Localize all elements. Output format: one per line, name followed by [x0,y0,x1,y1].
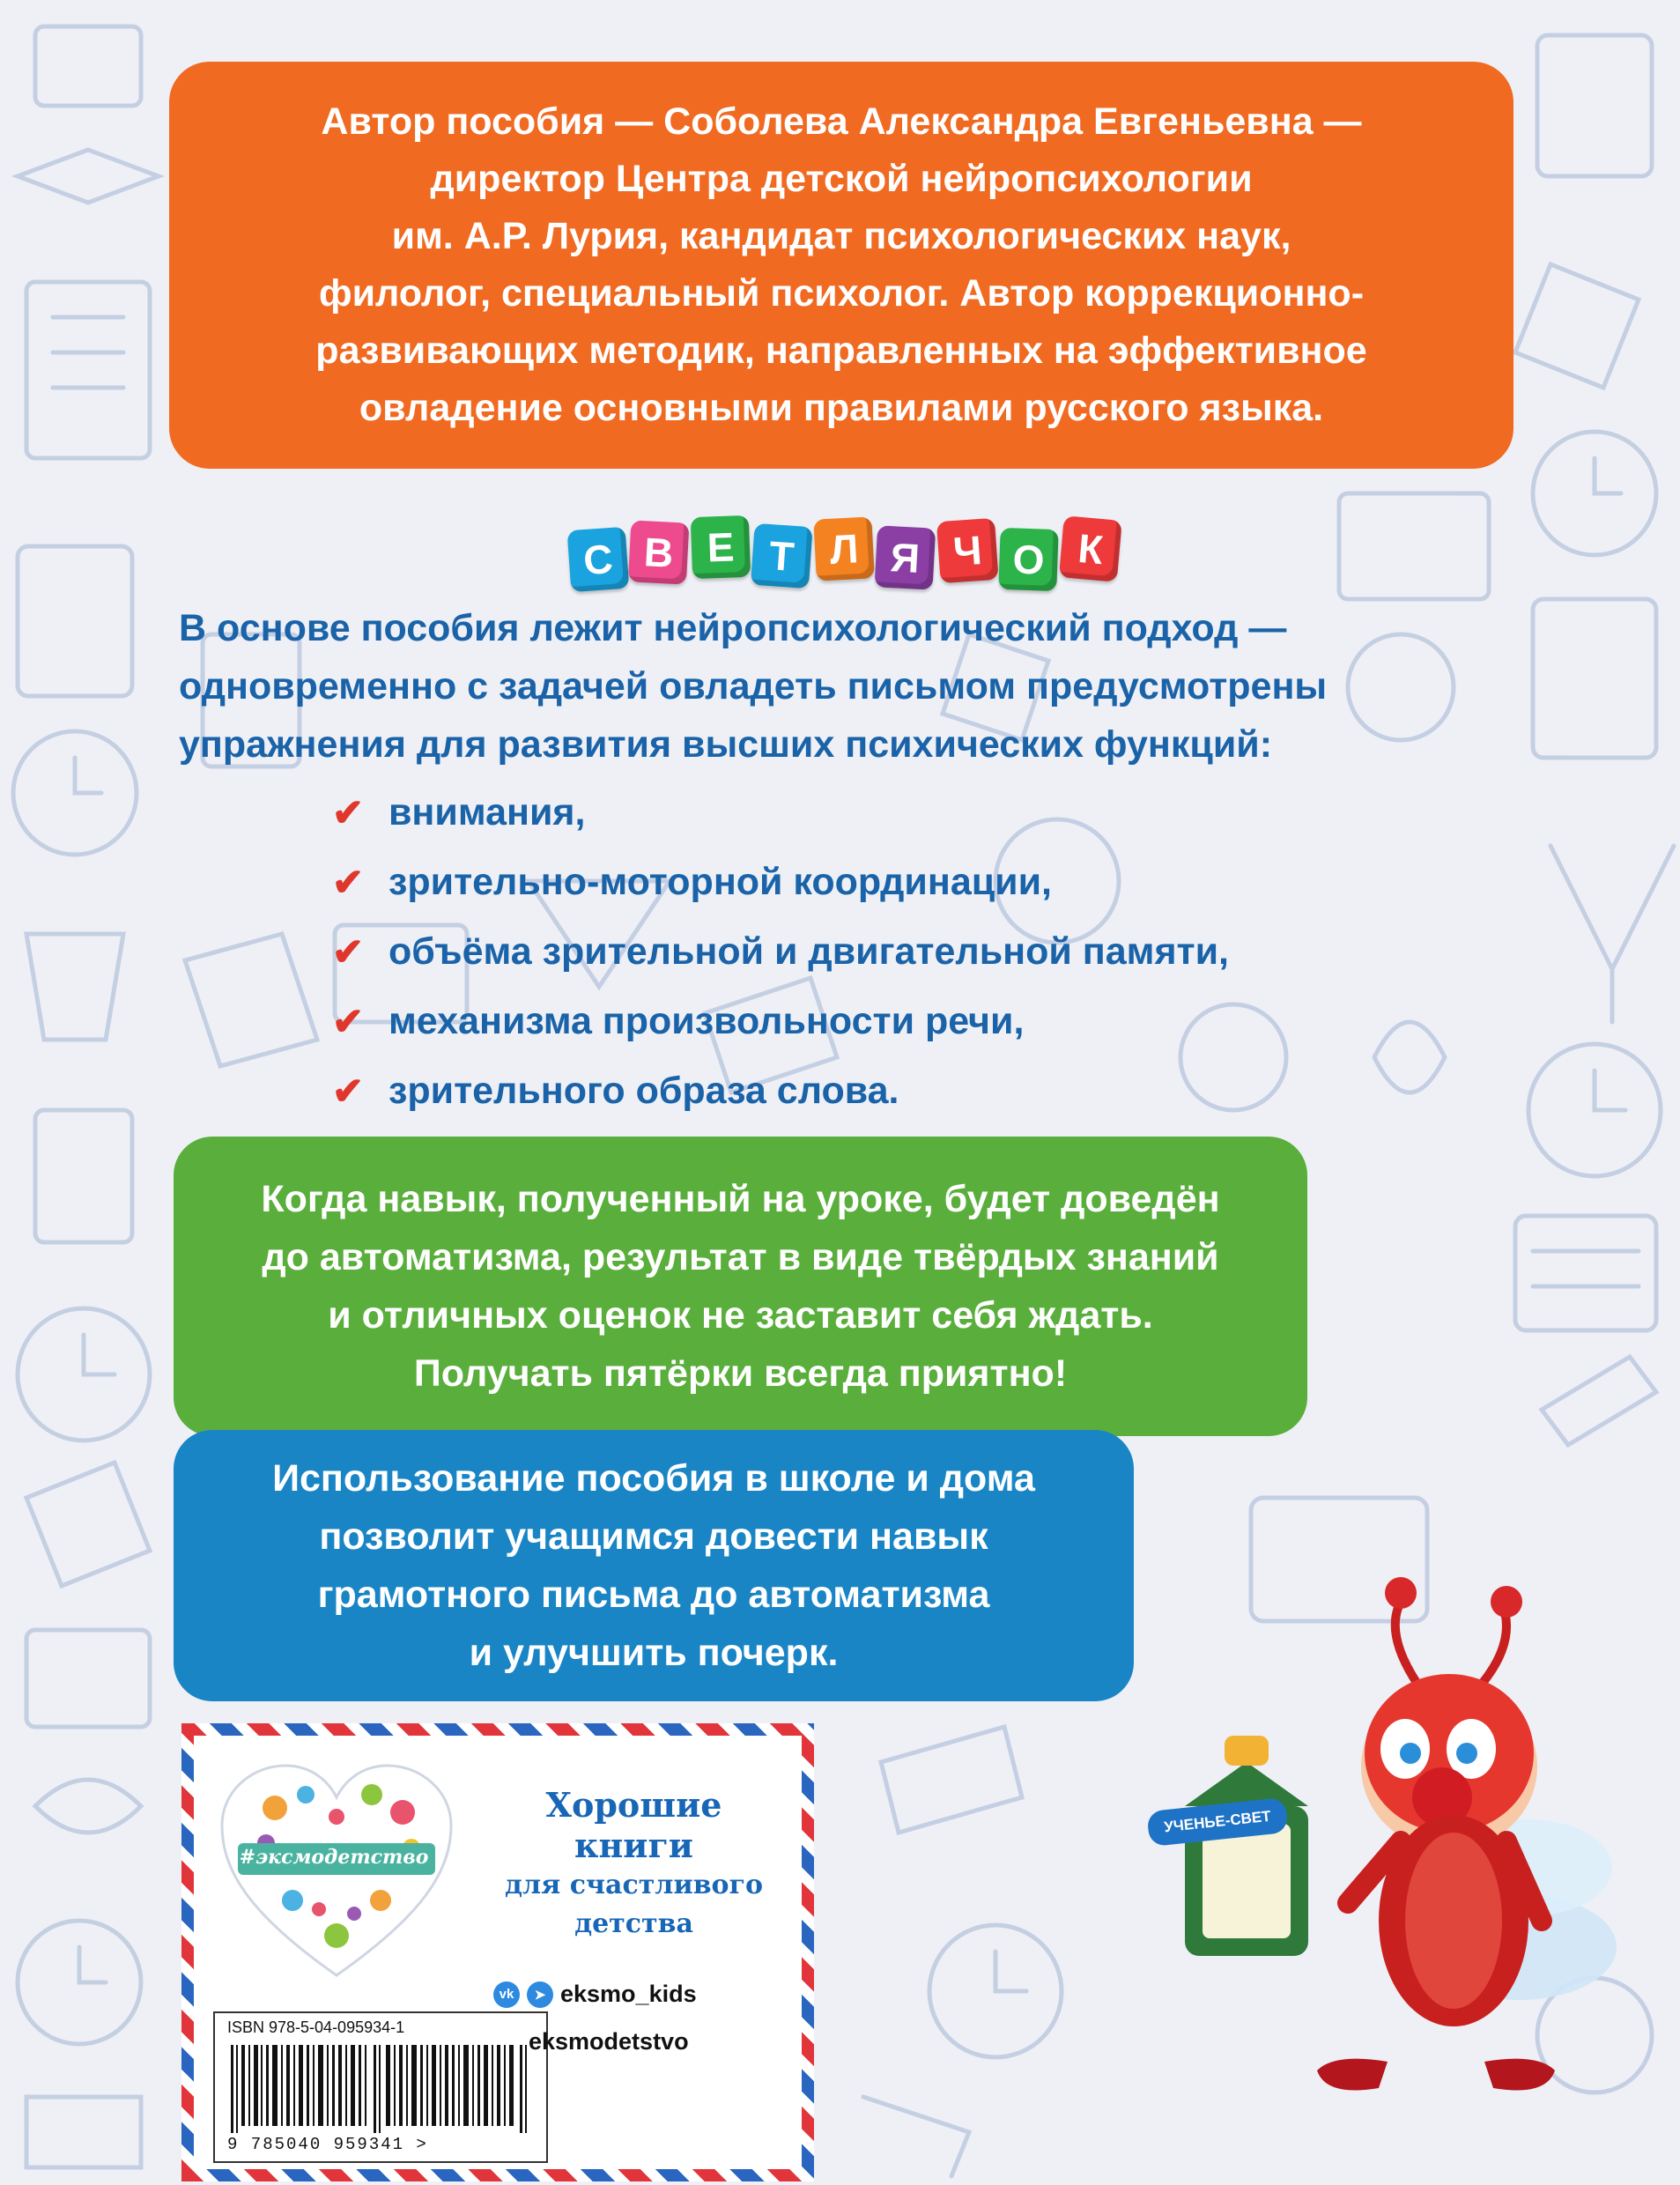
list-item-text: зрительного образа слова. [389,1070,899,1112]
intro-line: упражнения для развития высших психических функций: [179,723,1273,766]
list-item-text: зрительно-моторной координации, [389,861,1052,903]
logo-letter-cube: В [628,520,690,584]
slogan-line: детства [574,1908,693,1939]
list-item [332,1056,1229,1126]
functions-list [332,778,1229,1126]
list-item [332,987,1229,1056]
intro-line: одновременно с задачей овладеть письмом предусмотрены [179,665,1328,707]
intro-line: В основе пособия лежит нейропсихологический подход — [179,607,1287,649]
publisher-slogan [477,1785,790,1944]
result-line: Получать пятёрки всегда приятно! [413,1352,1068,1395]
barcode-icon [227,2045,536,2133]
result-line: Когда навык, полученный на уроке, будет доведён [261,1178,1220,1220]
series-logo-svetlyachok [568,516,1120,610]
author-info-panel [169,62,1513,469]
checkmark-icon: ✔ [332,791,365,834]
slogan-line: для счастливого [505,1870,763,1900]
list-item [332,778,1229,848]
logo-letter-cube: К [1059,515,1122,581]
list-item-text: механизма произвольности речи, [389,1000,1025,1042]
logo-letter-cube: С [567,527,630,592]
list-item-text: объёма зрительной и двигательной памяти, [389,930,1229,973]
vk-icon: vk [493,1981,520,2008]
usage-line: позволит учащимся довести навык [319,1515,988,1558]
firefly-mascot-illustration [1114,1577,1643,2123]
author-info-line: директор Центра детской нейропсихологии [430,158,1253,200]
author-info-line: им. А.Р. Лурия, кандидат психологических наук, [391,215,1291,257]
checkmark-icon: ✔ [332,1070,365,1113]
checkmark-icon: ✔ [332,1000,365,1043]
logo-letter-cube: Ч [936,518,999,583]
ean-digits: 9 785040 959341 > [227,2135,428,2154]
list-item [332,848,1229,917]
logo-letter-cube: О [998,528,1058,591]
usage-panel [174,1430,1134,1701]
list-item-text: внимания, [389,791,586,833]
slogan-line: книги [574,1826,693,1865]
checkmark-icon: ✔ [332,930,365,974]
method-intro-text [179,599,1327,774]
result-panel [174,1137,1307,1436]
isbn-barcode-box [213,2011,548,2163]
social-link-site[interactable] [529,2028,689,2055]
author-info-line: филолог, специальный психолог. Автор коррекционно- [318,272,1365,315]
hashtag-label: #эксмодетство [239,1846,429,1869]
usage-line: Использование пособия в школе и дома [272,1457,1035,1500]
social-handle: eksmo_kids [560,1981,697,2007]
logo-letter-cube: Я [875,525,936,589]
isbn-number: ISBN 978-5-04-095934-1 [227,2018,405,2036]
usage-line: грамотного письма до автоматизма [317,1574,990,1616]
usage-line: и улучшить почерк. [469,1632,839,1674]
logo-letter-cube: Т [751,523,813,589]
social-link-vk-telegram[interactable] [493,1981,697,2008]
heart-emblem-icon [213,1755,460,1989]
author-info-line: Автор пособия — Соболева Александра Евгеньевна — [321,100,1362,143]
result-line: до автоматизма, результат в виде твёрдых знаний [262,1236,1219,1278]
lantern-label: УЧЕНЬЕ-СВЕТ [1146,1797,1288,1847]
telegram-icon: ➤ [527,1981,553,2008]
list-item [332,917,1229,987]
slogan-line: Хорошие [545,1785,722,1825]
logo-letter-cube: Е [691,515,751,579]
author-info-line: овладение основными правилами русского языка. [359,387,1324,429]
checkmark-icon: ✔ [332,861,365,904]
logo-letter-cube: Л [813,516,875,581]
author-info-line: развивающих методик, направленных на эффективное [315,330,1367,372]
publisher-postcard [181,1723,814,2181]
social-handle: eksmodetstvo [529,2028,689,2055]
result-line: и отличных оценок не заставит себя ждать. [328,1294,1153,1337]
